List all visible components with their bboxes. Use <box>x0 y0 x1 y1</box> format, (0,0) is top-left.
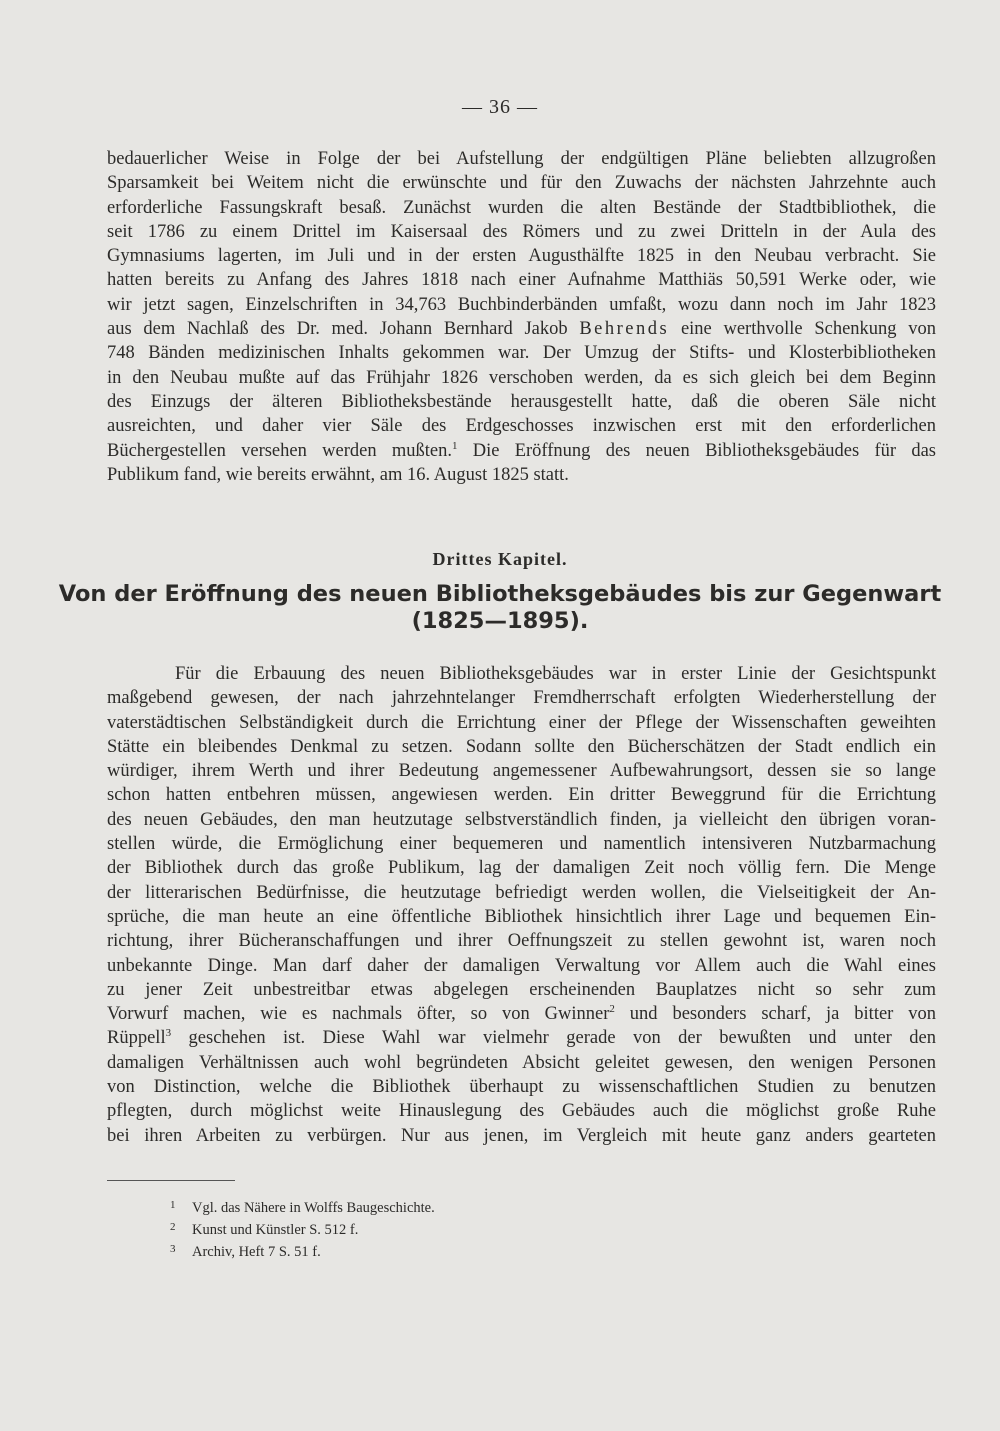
text-line: des Einzugs der älteren Bibliotheksbestände herausgestellt hatte, daß die oberen Säle nicht <box>107 391 936 412</box>
text-line: würdiger, ihrem Werth und ihrer Bedeutung angemessener Aufbewahrungsort, dessen sie so lange <box>107 761 936 782</box>
text-fragment: Rüppell <box>107 1028 166 1049</box>
paragraph-2 <box>107 662 936 1148</box>
text-line: der Bibliothek durch das große Publikum, lag der damaligen Zeit noch völlig fern. Die Menge <box>107 858 936 879</box>
page-number: — 36 — <box>462 96 538 118</box>
text-line: in den Neubau mußte auf das Frühjahr 1826 verschoben werden, da es sich gleich bei dem Beginn <box>107 367 936 388</box>
footnote-number: 3 <box>170 1243 176 1255</box>
text-line: wir jetzt sagen, Einzelschriften in 34,763 Buchbinderbänden umfaßt, wozu dann noch im Jahr 1823 <box>107 294 936 315</box>
footnote-ref[interactable]: 1 <box>451 439 458 452</box>
text-line: damaligen Verhältnissen auch wohl begründeten Absicht geleitet gewesen, den wenigen Personen <box>107 1052 936 1073</box>
text-fragment: Vorwurf machen, wie es nachmals öfter, so von Gwinner <box>107 1004 610 1025</box>
footnote-number: 1 <box>170 1199 176 1211</box>
paragraph-1 <box>107 147 936 487</box>
text-line: hatten bereits zu Anfang des Jahres 1818 nach einer Aufnahme Matthiäs 50,591 Werke oder, wie <box>107 270 936 291</box>
text-line: Publikum fand, wie bereits erwähnt, am 16. August 1825 statt. <box>107 464 569 485</box>
text-line: sprüche, die man heute an eine öffentliche Bibliothek hinsichtlich ihrer Lage und bequemen Ein- <box>107 906 936 927</box>
text-line: vaterstädtischen Selbständigkeit durch die Errichtung einer der Pflege der Wissenschaften geweihten <box>107 712 936 733</box>
text-line: von Distinction, welche die Bibliothek überhaupt zu wissenschaftlichen Studien zu benutzen <box>107 1077 936 1098</box>
text-line <box>107 1002 936 1026</box>
text-line: bedauerlicher Weise in Folge der bei Aufstellung der endgültigen Pläne beliebten allzugroßen <box>107 149 936 169</box>
text-fragment: Die Eröffnung des neuen Bibliotheksgebäudes für das <box>457 440 936 461</box>
text-fragment: Büchergestellen versehen werden mußten. <box>107 440 452 461</box>
text-fragment: aus dem Nachlaß des Dr. med. Johann Bernhard Jakob <box>107 319 568 340</box>
text-line: 748 Bänden medizinischen Inhalts gekommen war. Der Umzug der Stifts- und Klosterbibliotheken <box>107 343 936 364</box>
chapter-title-line: (1825—1895). <box>411 608 589 634</box>
text-line: Stätte ein bleibendes Denkmal zu setzen. Sodann sollte den Bücherschätzen der Stadt endlich ein <box>107 736 936 757</box>
text-fragment: und besonders scharf, ja bitter von <box>614 1004 936 1025</box>
text-line: richtung, ihrer Bücheranschaffungen und ihrer Oeffnungszeit zu stellen gewohnt ist, waren noch <box>107 931 936 952</box>
chapter-title <box>0 581 1000 635</box>
chapter-label: Drittes Kapitel. <box>432 549 568 569</box>
text-line: der litterarischen Bedürfnisse, die heutzutage befriedigt werden wollen, die Vielseitigkeit der An- <box>107 882 936 903</box>
text-line: schon hatten entbehren müssen, angewiesen werden. Ein dritter Beweggrund für die Errichtung <box>107 785 936 806</box>
text-line <box>107 1026 936 1050</box>
footnote-text: Archiv, Heft 7 S. 51 f. <box>192 1244 321 1260</box>
text-line: bei ihren Arbeiten zu verbürgen. Nur aus jenen, im Vergleich mit heute ganz anders gearteten <box>107 1125 936 1146</box>
text-line: erforderliche Fassungskraft besaß. Zunächst wurden die alten Bestände der Stadtbibliothek, die <box>107 197 936 218</box>
text-line: stellen würde, die Ermöglichung einer bequemeren und namentlich intensiveren Nutzbarmachung <box>107 834 936 855</box>
text-line: unbekannte Dinge. Man darf daher der damaligen Verwaltung vor Allem auch die Wahl eines <box>107 955 936 976</box>
text-fragment: eine werthvolle Schenkung von <box>680 319 937 340</box>
person-name-spaced: Behrends <box>579 319 670 340</box>
text-line: seit 1786 zu einem Drittel im Kaisersaal des Römers und zu zwei Dritteln in der Aula des <box>107 221 936 242</box>
text-line: Sparsamkeit bei Weitem nicht die erwünschte und für den Zuwachs der nächsten Jahrzehnte auch <box>107 173 936 194</box>
text-line: zu jener Zeit unbestreitbar etwas abgelegen erscheinenden Bauplatzes nicht so sehr zum <box>107 979 936 1000</box>
footnote <box>170 1240 435 1262</box>
footnote-ref[interactable]: 3 <box>165 1027 172 1040</box>
text-line <box>107 317 936 341</box>
footnote <box>170 1218 435 1240</box>
footnote-text: Vgl. das Nähere in Wolffs Baugeschichte. <box>192 1200 435 1216</box>
footnote-text: Kunst und Künstler S. 512 f. <box>192 1222 359 1238</box>
footnotes <box>170 1196 435 1262</box>
text-line <box>107 439 936 463</box>
text-line: Gymnasiums lagerten, im Juli und in der ersten Augusthälfte 1825 in den Neubau verbracht. Sie <box>107 246 936 267</box>
text-line: des neuen Gebäudes, den man heutzutage selbstverständlich finden, ja vielleicht den übrigen voran- <box>107 809 936 830</box>
text-line: ausreichten, und daher vier Säle des Erdgeschosses inzwischen erst mit den erforderlichen <box>107 416 936 437</box>
footnote <box>170 1196 435 1218</box>
footnote-divider <box>107 1180 235 1181</box>
chapter-title-line: Von der Eröffnung des neuen Bibliotheksgebäudes bis zur Gegenwart <box>58 581 942 607</box>
text-fragment: geschehen ist. Diese Wahl war vielmehr gerade von der bewußten und unter den <box>171 1028 936 1049</box>
text-line: maßgebend gewesen, der nach jahrzehntelanger Fremdherrschaft erfolgten Wiederherstellung der <box>107 688 936 709</box>
text-line: pflegten, durch möglichst weite Hinauslegung des Gebäudes auch die möglichst große Ruhe <box>107 1101 936 1122</box>
footnote-number: 2 <box>170 1221 176 1233</box>
footnote-ref[interactable]: 2 <box>609 1003 615 1016</box>
text-line: Für die Erbauung des neuen Bibliotheksgebäudes war in erster Linie der Gesichtspunkt <box>175 664 936 684</box>
